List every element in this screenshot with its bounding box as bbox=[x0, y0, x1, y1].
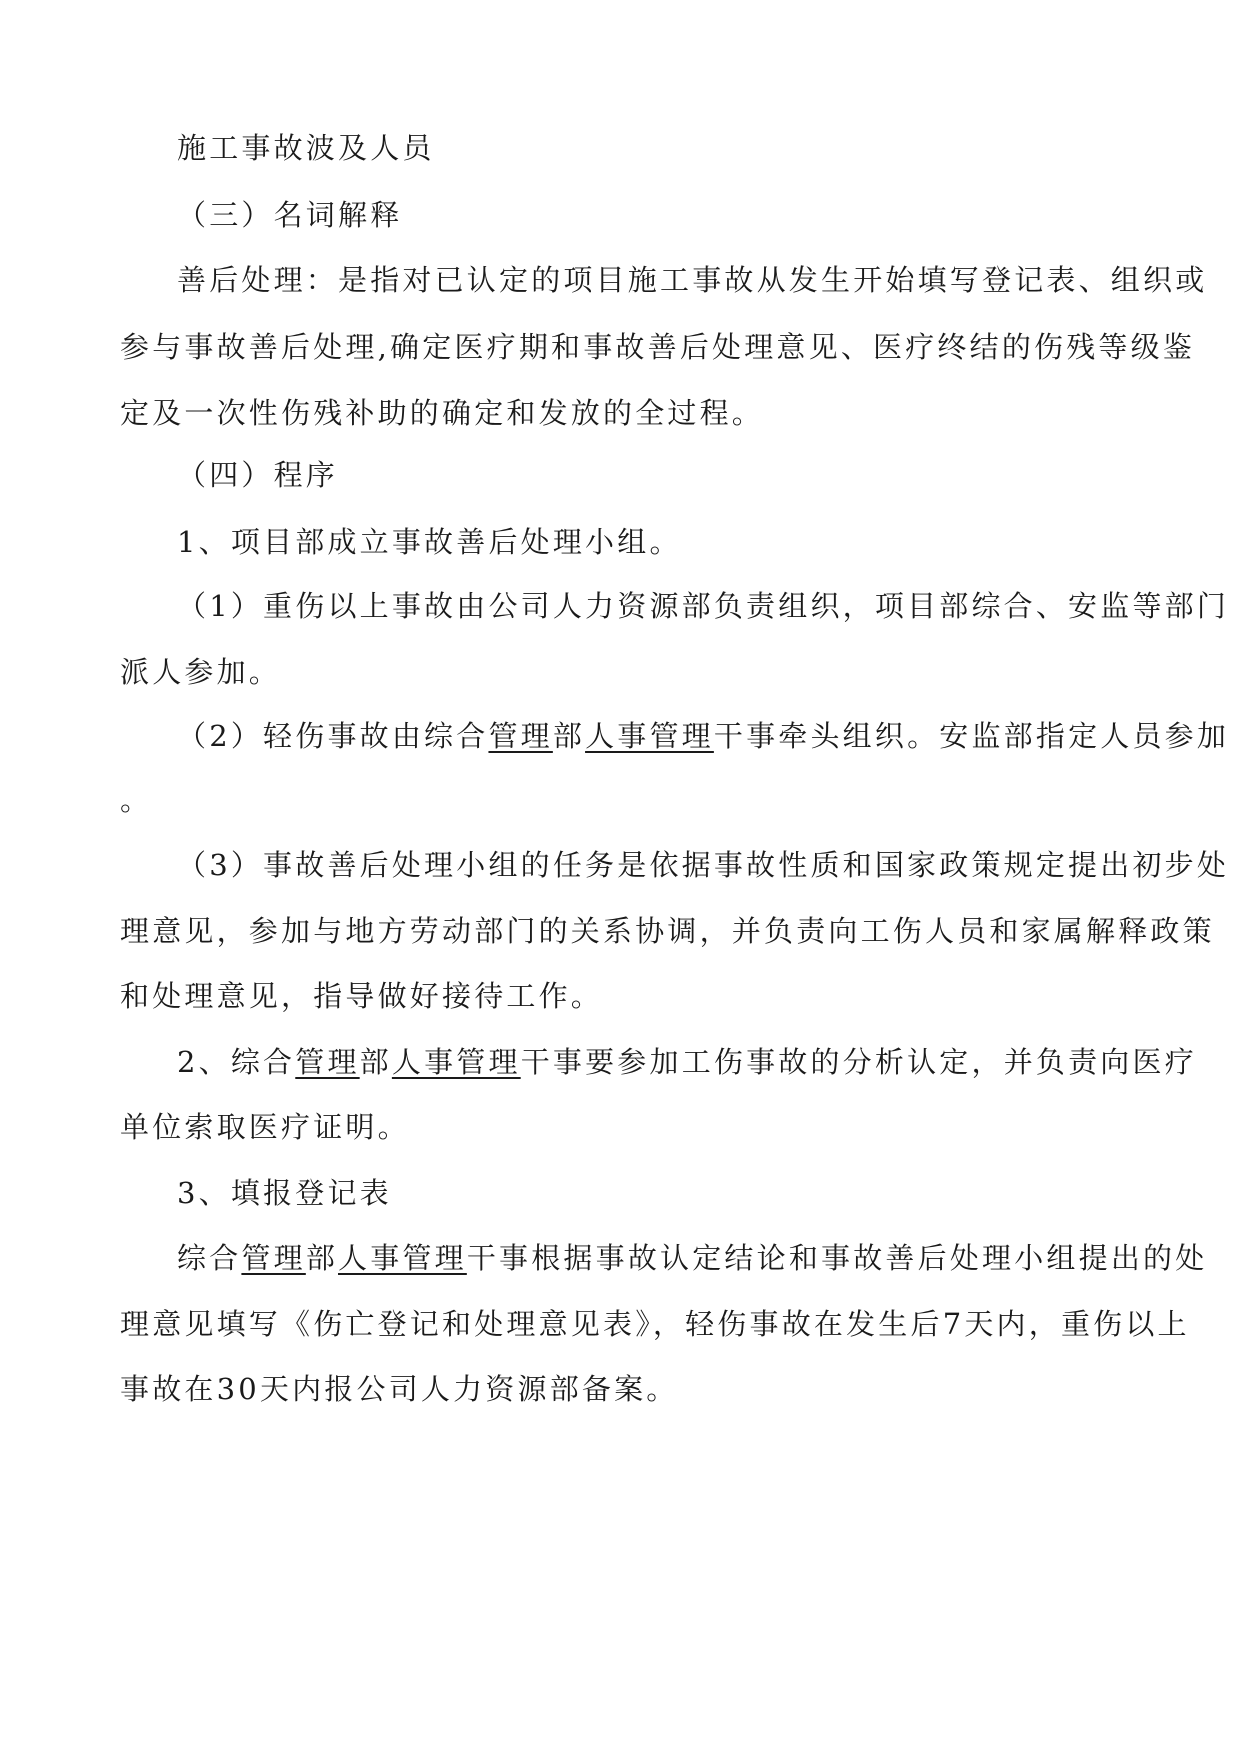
text-line bbox=[120, 652, 1120, 692]
section-heading bbox=[177, 195, 1120, 235]
text-segment: （1）重伤以上事故由公司人力资源部负责组织，项目部综合、安监等部门 bbox=[177, 589, 1230, 623]
underlined-term: 人事管理 bbox=[391, 1045, 521, 1079]
underlined-term: 人事管理 bbox=[585, 719, 714, 753]
text-line bbox=[177, 1173, 1120, 1213]
text-segment: （四）程序 bbox=[177, 458, 339, 492]
text-segment: 理意见，参加与地方劳动部门的关系协调，并负责向工伤人员和家属解释政策 bbox=[120, 914, 1215, 948]
text-line bbox=[120, 327, 1196, 367]
text-segment: 部 bbox=[359, 1045, 392, 1079]
text-line bbox=[120, 1107, 1120, 1147]
text-segment: 部 bbox=[305, 1241, 339, 1275]
text-segment: 综合 bbox=[177, 1241, 242, 1275]
text-segment: 干事牵头组织。安监部指定人员参加 bbox=[713, 719, 1230, 753]
text-line bbox=[177, 716, 1230, 756]
text-segment: 单位索取医疗证明。 bbox=[120, 1110, 410, 1144]
text-segment: 和处理意见，指导做好接待工作。 bbox=[120, 979, 604, 1013]
text-segment: 施工事故波及人员 bbox=[177, 131, 435, 165]
text-line bbox=[120, 393, 1120, 433]
underlined-term: 人事管理 bbox=[338, 1241, 467, 1275]
text-segment: 参与事故善后处理,确定医疗期和事故善后处理意见、医疗终结的伤残等级鉴 bbox=[120, 330, 1196, 364]
text-line bbox=[120, 911, 1215, 951]
text-line bbox=[177, 522, 1120, 562]
text-segment: 善后处理：是指对已认定的项目施工事故从发生开始填写登记表、组织或 bbox=[177, 263, 1208, 297]
text-segment: 部 bbox=[552, 719, 586, 753]
text-segment: 3、填报登记表 bbox=[177, 1176, 392, 1210]
text-segment: 派人参加。 bbox=[120, 655, 282, 689]
text-segment: （2）轻伤事故由综合 bbox=[177, 719, 489, 753]
text-segment: 定及一次性伤残补助的确定和发放的全过程。 bbox=[120, 396, 765, 430]
text-segment: 干事根据事故认定结论和事故善后处理小组提出的处 bbox=[466, 1241, 1208, 1275]
text-segment: 理意见填写《伤亡登记和处理意见表》，轻伤事故在发生后7天内，重伤以上 bbox=[120, 1307, 1190, 1341]
text-line bbox=[120, 1369, 1120, 1409]
text-line bbox=[177, 845, 1230, 885]
text-line bbox=[120, 780, 1120, 820]
text-segment: （三）名词解释 bbox=[177, 198, 403, 232]
text-line bbox=[177, 260, 1208, 300]
text-line bbox=[120, 1304, 1190, 1344]
underlined-term: 管理 bbox=[488, 719, 553, 753]
text-segment: 事故在30天内报公司人力资源部备案。 bbox=[120, 1372, 679, 1406]
text-segment: 2、综合 bbox=[177, 1045, 296, 1079]
text-segment: 干事要参加工伤事故的分析认定，并负责向医疗 bbox=[520, 1045, 1197, 1079]
text-line bbox=[177, 1238, 1208, 1278]
text-segment: 。 bbox=[120, 783, 153, 817]
text-line bbox=[120, 976, 1120, 1016]
text-segment: 1、项目部成立事故善后处理小组。 bbox=[177, 525, 682, 559]
text-line bbox=[177, 128, 1120, 168]
underlined-term: 管理 bbox=[295, 1045, 360, 1079]
section-heading bbox=[177, 455, 1120, 495]
underlined-term: 管理 bbox=[241, 1241, 306, 1275]
text-line bbox=[177, 586, 1230, 626]
text-line bbox=[177, 1042, 1197, 1082]
text-segment: （3）事故善后处理小组的任务是依据事故性质和国家政策规定提出初步处 bbox=[177, 848, 1230, 882]
